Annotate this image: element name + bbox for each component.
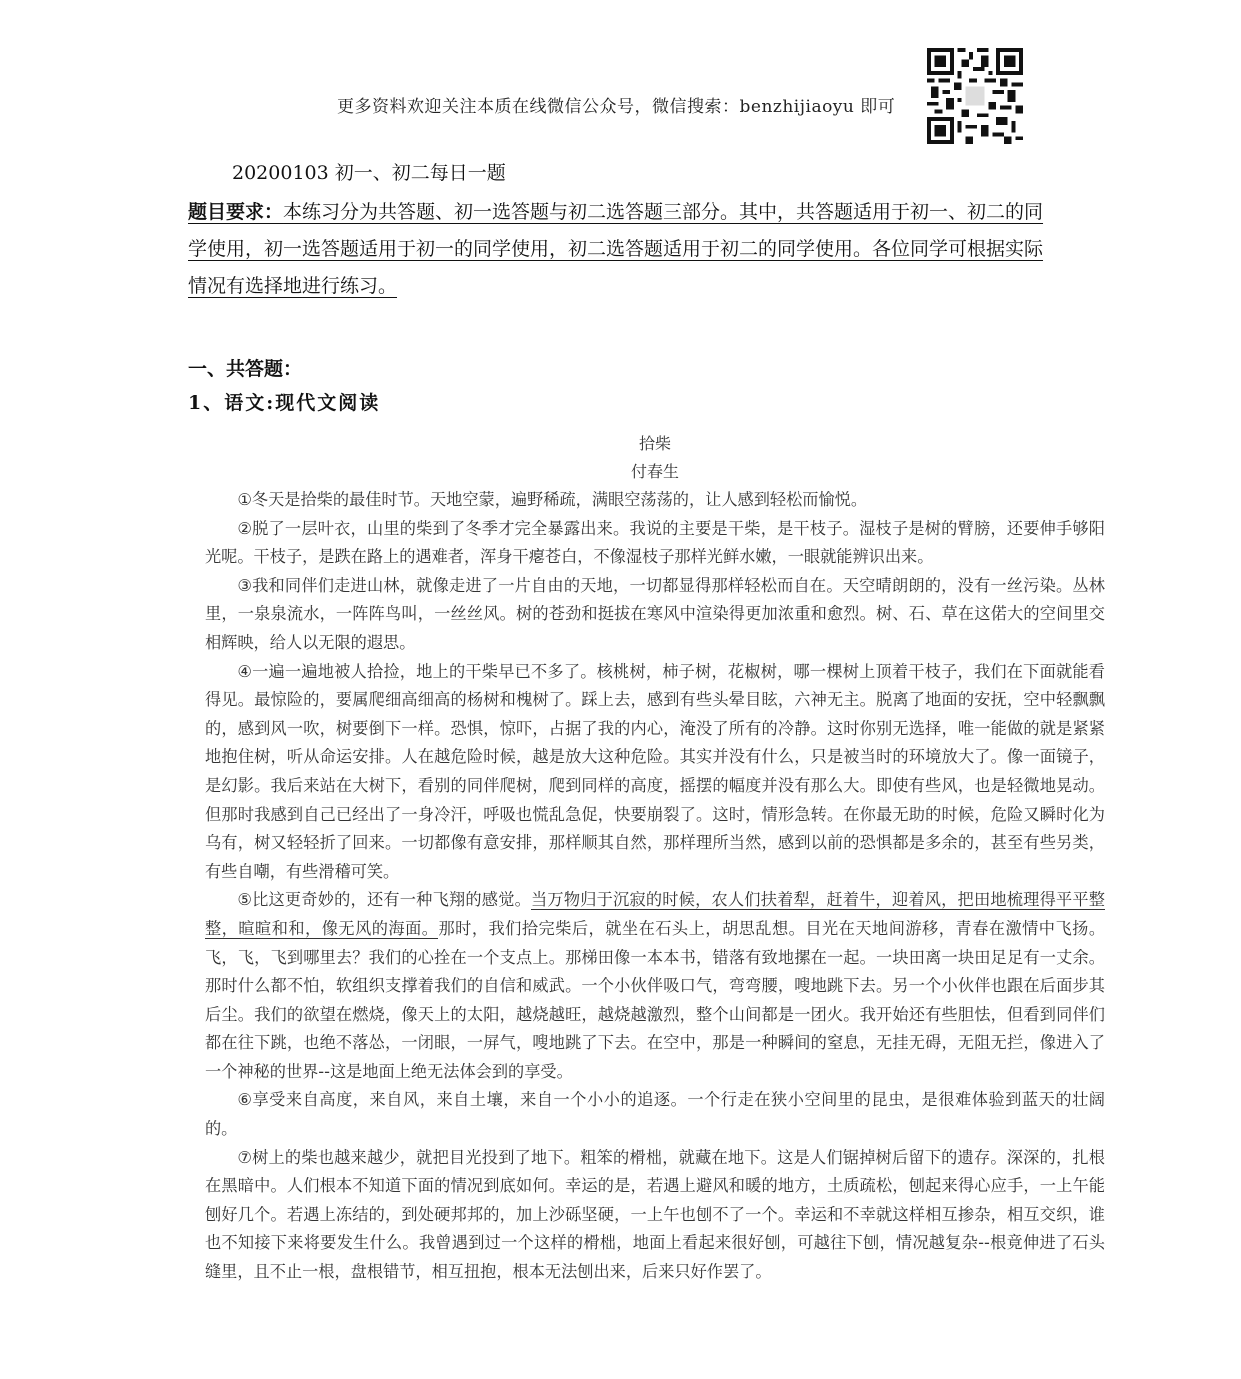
paragraph-lead: ⑤比这更奇妙的，还有一种飞翔的感觉。 xyxy=(237,890,532,910)
paragraph: ①冬天是拾柴的最佳时节。天地空蒙，遍野稀疏，满眼空荡荡的，让人感到轻松而愉悦。 xyxy=(237,490,868,509)
paragraph: ③我和同伴们走进山林，就像走进了一片自由的天地，一切都显得那样轻松而自在。天空晴朗朗的，没有一丝污染。丛林里，一泉泉流水，一阵阵鸟叫，一丝丝风。树的苍劲和挺拔在寒风中渲染得更加浓重和愈烈。树、石、草在这偌大的空间里交相辉映，给人以无限的遐思。 xyxy=(205,575,1105,652)
paragraph-rest: 那时，我们拾完柴后，就坐在石头上，胡思乱想。目光在天地间游移，青春在激情中飞扬。飞，飞，飞到哪里去？我们的心拴在一个支点上。那梯田像一本本书，错落有致地摞在一起。一块田离一块田足足有一丈余。那时什么都不怕，软组织支撑着我们的自信和威武。一个小伙伴吸口气，弯弯腰，嗖地跳下去。另一个小伙伴也跟在后面步其后尘。我们的欲望在燃烧，像天上的太阳，越烧越旺，越烧越激烈，整个山间都是一团火。我开始还有些胆怯，但看到同伴们都在往下跳，也绝不落怂，一闭眼，一屏气，嗖地跳了下去。在空中，那是一种瞬间的窒息，无挂无碍，无阻无拦，像进入了一个神秘的世界--这是地面上绝无法体会到的享受。 xyxy=(205,918,1106,1081)
section-heading: 一、共答题： xyxy=(188,358,303,380)
paragraph: ⑥享受来自高度，来自风，来自土壤，来自一个小小的追逐。一个行走在狭小空间里的昆虫，是很难体验到蓝天的壮阔的。 xyxy=(205,1090,1105,1139)
article-title: 拾柴 xyxy=(638,434,671,453)
requirement-label: 题目要求： xyxy=(188,201,284,223)
paragraph: ②脱了一层叶衣，山里的柴到了冬季才完全暴露出来。我说的主要是干柴，是干枝子。湿枝子是树的臂膀，还要伸手够阳光呢。干枝子，是跌在路上的遇难者，浑身干瘪苍白，不像湿枝子那样光鲜水嫩，一眼就能辨识出来。 xyxy=(205,518,1105,567)
article xyxy=(205,430,1105,1287)
requirement-text: 本练习分为共答题、初一选答题与初二选答题三部分。其中，共答题适用于初一、初二的同学使用，初一选答题适用于初一的同学使用，初二选答题适用于初二的同学使用。各位同学可根据实际情况有选择地进行练习。 xyxy=(188,201,1044,297)
article-author: 付春生 xyxy=(630,462,679,481)
qr-code-icon xyxy=(927,48,1023,144)
question-heading: 1、语文:现代文阅读 xyxy=(188,392,381,414)
header-notice: 更多资料欢迎关注本质在线微信公众号，微信搜索：benzhijiaoyu 即可 xyxy=(337,97,896,117)
requirement-block xyxy=(188,194,1060,305)
document-title: 20200103 初一、初二每日一题 xyxy=(232,162,506,184)
paragraph: ④一遍一遍地被人拾捡，地上的干柴早已不多了。核桃树，柿子树，花椒树，哪一棵树上顶着干枝子，我们在下面就能看得见。最惊险的，要属爬细高细高的杨树和槐树了。踩上去，感到有些头晕目眩，六神无主。脱离了地面的安抚，空中轻飘飘的，感到风一吹，树要倒下一样。恐惧，惊吓，占据了我的内心，淹没了所有的冷静。这时你别无选择，唯一能做的就是紧紧地抱住树，听从命运安排。人在越危险时候，越是放大这种危险。其实并没有什么，只是被当时的环境放大了。像一面镜子，是幻影。我后来站在大树下，看别的同伴爬树，爬到同样的高度，摇摆的幅度并没有那么大。即使有些风，也是轻微地晃动。但那时我感到自己已经出了一身冷汗，呼吸也慌乱急促，快要崩裂了。这时，情形急转。在你最无助的时候，危险又瞬时化为乌有，树又轻轻折了回来。一切都像有意安排，那样顺其自然，那样理所当然，感到以前的恐惧都是多余的，甚至有些另类，有些自嘲，有些滑稽可笑。 xyxy=(205,661,1105,881)
paragraph xyxy=(205,886,1105,1086)
paragraph: ⑦树上的柴也越来越少，就把目光投到了地下。粗笨的榾柮，就藏在地下。这是人们锯掉树后留下的遗存。深深的，扎根在黑暗中。人们根本不知道下面的情况到底如何。幸运的是，若遇上避风和暖的地方，土质疏松，刨起来得心应手，一上午能刨好几个。若遇上冻结的，到处硬邦邦的，加上沙砾坚硬，一上午也刨不了一个。幸运和不幸就这样相互掺杂，相互交织，谁也不知接下来将要发生什么。我曾遇到过一个这样的榾柮，地面上看起来很好刨，可越往下刨，情况越复杂--根竟伸进了石头缝里，且不止一根，盘根错节，相互扭抱，根本无法刨出来，后来只好作罢了。 xyxy=(205,1147,1105,1282)
underlined-sentence: 当万物归于沉寂的时候，农人们扶着犁，赶着牛，迎着风，把田地梳理得平平整整，暄暄和和，像无风的海面。 xyxy=(205,890,1105,938)
